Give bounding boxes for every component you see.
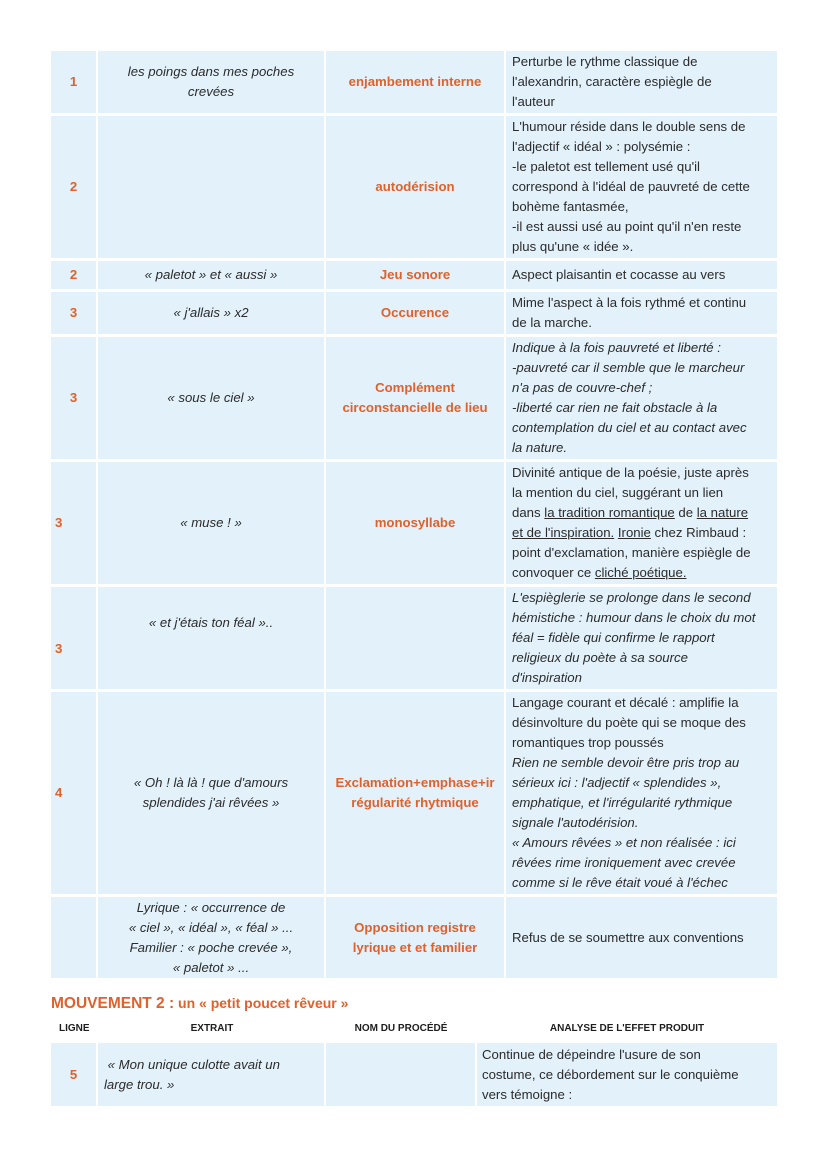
analysis-text: l'alexandrin, caractère espiègle de	[512, 74, 712, 89]
device-name: Jeu sonore	[379, 267, 451, 282]
column-header-procede: NOM DU PROCÉDÉ	[354, 1023, 448, 1034]
underlined-text: Ironie	[617, 525, 651, 540]
line-number	[51, 897, 98, 981]
analysis-text	[512, 503, 771, 523]
analysis-text: Langage courant et décalé : amplifie la	[512, 695, 739, 710]
extract-cell	[98, 261, 326, 292]
analysis-text: n'a pas de couvre-chef ;	[512, 380, 653, 395]
analysis-table-movement-2	[51, 1043, 777, 1106]
extract-cell	[98, 692, 326, 897]
extract-cell	[98, 51, 326, 116]
analysis-text	[512, 523, 771, 543]
analysis-text: d'inspiration	[512, 670, 582, 685]
analysis-table-movement-1	[51, 51, 777, 981]
extract-text: « sous le ciel »	[167, 390, 255, 405]
analysis-text: -le paletot est tellement usé qu'il	[512, 159, 700, 174]
column-header-ligne: LIGNE	[59, 1023, 90, 1034]
device-name: enjambement interne	[348, 74, 482, 89]
analysis-text: point d'exclamation, manière espiègle de	[512, 545, 751, 560]
analysis-text: L'humour réside dans le double sens de	[512, 119, 746, 134]
extract-cell	[98, 587, 326, 692]
analysis-text: Aspect plaisantin et cocasse au vers	[512, 267, 726, 282]
device-name: autodérision	[375, 179, 455, 194]
text-run: de	[674, 505, 697, 520]
heading-label: MOUVEMENT 2 :	[51, 995, 175, 1012]
extract-cell	[98, 1043, 326, 1106]
extract-text: Lyrique : « occurrence de	[136, 899, 286, 915]
analysis-text: la nature.	[512, 440, 567, 455]
extract-cell	[98, 897, 326, 981]
device-name: lyrique et et familier	[352, 939, 478, 955]
analysis-text: de la marche.	[512, 315, 592, 330]
analysis-text: Continue de dépeindre l'usure de son	[482, 1046, 701, 1062]
device-cell	[326, 1043, 477, 1106]
table-row	[51, 116, 777, 261]
analysis-text: féal = fidèle qui confirme le rapport	[512, 630, 715, 645]
analysis-text: -pauvreté car il semble que le marcheur	[512, 360, 745, 375]
line-number: 1	[51, 51, 98, 116]
analysis-text: Rien ne semble devoir être pris trop au	[512, 755, 740, 770]
analysis-cell	[506, 337, 777, 462]
extract-text: les poings dans mes poches	[127, 64, 295, 79]
extract-text: « muse ! »	[180, 515, 242, 530]
line-number: 3	[51, 462, 98, 587]
extract-text: « Oh ! là là ! que d'amours	[133, 775, 289, 790]
underlined-text: la nature	[696, 505, 749, 520]
extract-text: « paletot » ...	[172, 959, 250, 975]
device-name: Occurence	[380, 305, 450, 320]
analysis-text: signale l'autodérision.	[512, 815, 639, 830]
analysis-text: religieux du poète à sa source	[512, 650, 688, 665]
analysis-text: plus qu'une « idée ».	[512, 239, 634, 254]
analysis-text: Mime l'aspect à la fois rythmé et continu	[512, 295, 747, 310]
extract-text: « ciel », « idéal », « féal » ...	[128, 919, 294, 935]
device-name: Opposition registre	[354, 919, 476, 935]
device-cell	[326, 292, 506, 337]
device-cell	[326, 462, 506, 587]
analysis-text: romantiques trop poussés	[512, 735, 664, 750]
table-row	[51, 337, 777, 462]
analysis-text: « Amours rêvées » et non réalisée : ici	[512, 835, 736, 850]
table-row	[51, 261, 777, 292]
table-row	[51, 51, 777, 116]
analysis-text: contemplation du ciel et au contact avec	[512, 420, 747, 435]
analysis-text: vers témoigne :	[482, 1086, 573, 1102]
analysis-cell	[506, 116, 777, 261]
table-row	[51, 587, 777, 692]
analysis-text: costume, ce débordement sur le conquième	[482, 1066, 739, 1082]
table-row	[51, 1043, 777, 1106]
device-cell	[326, 261, 506, 292]
extract-text: « Mon unique culotte avait un	[104, 1056, 280, 1072]
analysis-text	[512, 563, 771, 583]
table-row	[51, 462, 777, 587]
analysis-text: correspond à l'idéal de pauvreté de cette	[512, 179, 750, 194]
extract-cell	[98, 337, 326, 462]
analysis-text: -liberté car rien ne fait obstacle à la	[512, 400, 718, 415]
analysis-text: l'auteur	[512, 94, 555, 109]
analysis-cell	[506, 897, 777, 981]
device-cell	[326, 337, 506, 462]
device-cell	[326, 692, 506, 897]
line-number: 3	[51, 292, 98, 337]
text-run: dans	[512, 505, 545, 520]
text-run: chez Rimbaud :	[650, 525, 747, 540]
column-header-analyse: ANALYSE DE L'EFFET PRODUIT	[549, 1023, 705, 1034]
analysis-text: Indique à la fois pauvreté et liberté :	[512, 340, 721, 355]
extract-text: large trou. »	[104, 1076, 175, 1092]
table-row	[51, 292, 777, 337]
analysis-text: la mention du ciel, suggérant un lien	[512, 485, 724, 500]
device-cell	[326, 51, 506, 116]
line-number: 3	[51, 337, 98, 462]
analysis-cell	[506, 587, 777, 692]
table-row	[51, 692, 777, 897]
extract-cell	[98, 292, 326, 337]
text-run: convoquer ce	[512, 565, 595, 580]
analysis-text: emphatique, et l'irrégularité rythmique	[512, 795, 733, 810]
analysis-cell	[506, 261, 777, 292]
underlined-text: cliché poétique.	[594, 565, 687, 580]
device-name: régularité rhytmique	[351, 795, 479, 810]
device-name: Complément	[375, 380, 455, 395]
analysis-text: L'espièglerie se prolonge dans le second	[512, 590, 751, 605]
line-number: 2	[51, 261, 98, 292]
analysis-cell	[506, 51, 777, 116]
device-name: Exclamation+emphase+ir	[335, 775, 495, 790]
line-number: 3	[51, 587, 98, 692]
heading-subtitle: un « petit poucet rêveur »	[174, 995, 349, 1011]
analysis-text: Perturbe le rythme classique de	[512, 54, 698, 69]
table-row	[51, 897, 777, 981]
line-number: 4	[51, 692, 98, 897]
extract-text: splendides j'ai rêvées »	[142, 795, 280, 810]
extract-text: Familier : « poche crevée »,	[129, 939, 293, 955]
analysis-text: Refus de se soumettre aux conventions	[512, 929, 744, 945]
extract-text: crevées	[187, 84, 235, 99]
analysis-text: bohème fantasmée,	[512, 199, 629, 214]
column-header-extrait: EXTRAIT	[190, 1023, 234, 1034]
analysis-cell	[506, 692, 777, 897]
analysis-text: comme si le rêve était voué à l'échec	[512, 875, 728, 890]
device-cell	[326, 897, 506, 981]
extract-cell	[98, 462, 326, 587]
analysis-cell	[506, 462, 777, 587]
line-number: 2	[51, 116, 98, 261]
analysis-text: désinvolture du poète qui se moque des	[512, 715, 746, 730]
extract-text: « j'allais » x2	[173, 305, 249, 320]
analysis-cell	[477, 1043, 777, 1106]
table-header-row	[51, 1021, 777, 1039]
analysis-text: Divinité antique de la poésie, juste après	[512, 465, 749, 480]
analysis-cell	[506, 292, 777, 337]
analysis-text: sérieux ici : l'adjectif « splendides »,	[512, 775, 722, 790]
device-cell	[326, 587, 506, 692]
underlined-text: la tradition romantique	[544, 505, 675, 520]
section-heading-movement-2	[51, 995, 348, 1013]
extract-text: « paletot » et « aussi »	[144, 267, 278, 282]
analysis-text: rêvées rime ironiquement avec crevée	[512, 855, 736, 870]
extract-cell	[98, 116, 326, 261]
analysis-text: hémistiche : humour dans le choix du mot	[512, 610, 756, 625]
underlined-text: et de l'inspiration.	[512, 525, 615, 540]
extract-text: « et j'étais ton féal »..	[148, 615, 274, 630]
device-name: monosyllabe	[374, 515, 456, 530]
device-cell	[326, 116, 506, 261]
analysis-text: l'adjectif « idéal » : polysémie :	[512, 139, 691, 154]
analysis-text: -il est aussi usé au point qu'il n'en reste	[512, 219, 742, 234]
device-name: circonstancielle de lieu	[342, 400, 488, 415]
line-number: 5	[51, 1043, 98, 1106]
